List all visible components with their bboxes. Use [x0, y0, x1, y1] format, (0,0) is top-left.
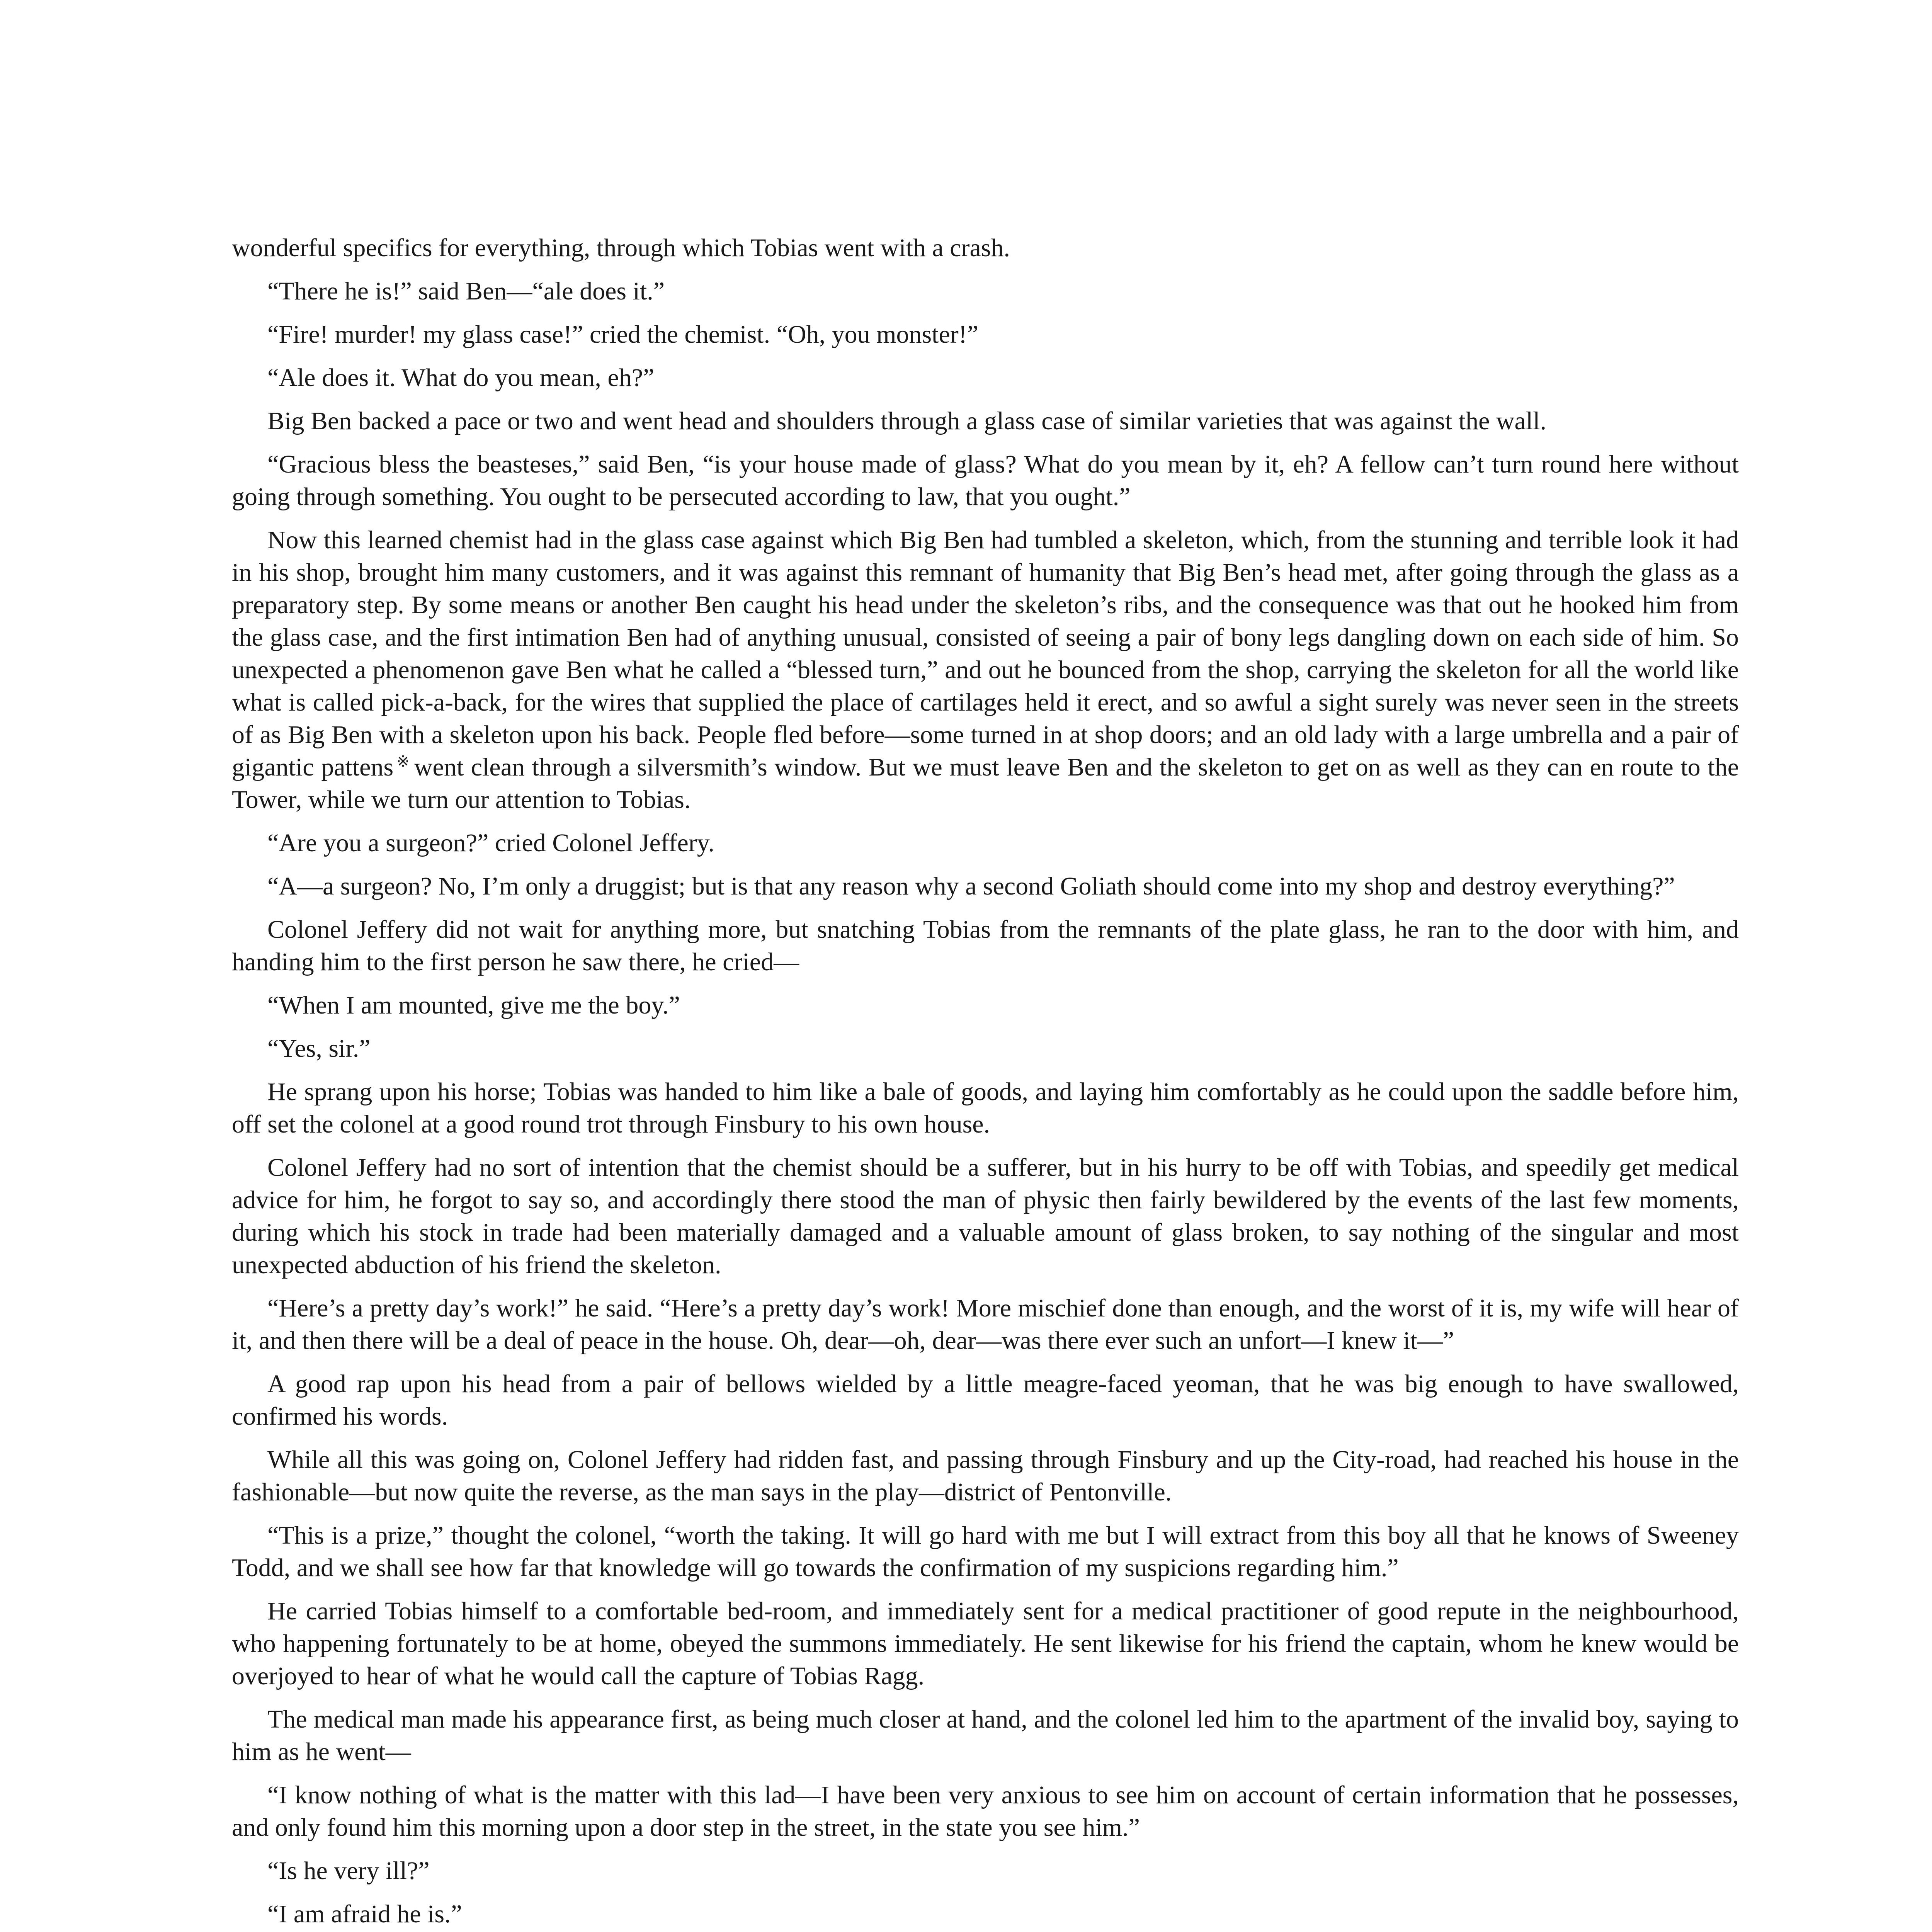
paragraph: “Here’s a pretty day’s work!” he said. “Here’s a pretty day’s work! More mischief done than enough, and the worst of it is, my wife will hear of it, and then there will be a deal of peace in the house. Oh, dear—oh, dear—was there ever such an unfort—I knew it—” — [232, 1294, 1739, 1355]
paragraph: A good rap upon his head from a pair of bellows wielded by a little meagre-faced yeoman, that he was big enough to have swallowed, confirmed his words. — [232, 1370, 1739, 1430]
paragraph: “Ale does it. What do you mean, eh?” — [267, 364, 655, 392]
paragraph: While all this was going on, Colonel Jeffery had ridden fast, and passing through Finsbury and up the City-road, had reached his house in the fashionable—but now quite the reverse, as the man says in the play—district of Pentonville. — [232, 1446, 1739, 1506]
paragraph: He carried Tobias himself to a comfortable bed-room, and immediately sent for a medical practitioner of good repute in the neighbourhood, who happening fortunately to be at home, obeyed the summons immediately. He sent likewise for his friend the captain, whom he knew would be overjoyed to hear of what he would call the capture of Tobias Ragg. — [232, 1597, 1739, 1690]
paragraph: Big Ben backed a pace or two and went head and shoulders through a glass case of similar varieties that was against the wall. — [267, 407, 1546, 435]
paragraph: “This is a prize,” thought the colonel, “worth the taking. It will go hard with me but I will extract from this boy all that he knows of Sweeney Todd, and we shall see how far that knowledge will go towards the confirmation of my suspicions regarding him.” — [232, 1521, 1739, 1582]
paragraph: “Are you a surgeon?” cried Colonel Jeffery. — [267, 829, 714, 857]
paragraph: “Fire! murder! my glass case!” cried the chemist. “Oh, you monster!” — [267, 320, 979, 349]
paragraph: The medical man made his appearance first, as being much closer at hand, and the colonel led him to the apartment of the invalid boy, saying to him as he went— — [232, 1705, 1739, 1766]
paragraph-continuation: wonderful specifics for everything, through which Tobias went with a crash. — [232, 234, 1010, 262]
paragraph: “When I am mounted, give me the boy.” — [267, 991, 680, 1019]
paragraph: “Yes, sir.” — [267, 1034, 371, 1063]
paragraph: He sprang upon his horse; Tobias was handed to him like a bale of goods, and laying him comfortably as he could upon the saddle before him, off set the colonel at a good round trot through Finsbury to his own house. — [232, 1078, 1739, 1138]
paragraph: “Gracious bless the beasteses,” said Ben, “is your house made of glass? What do you mean by it, eh? A fellow can’t turn round here without going through something. You ought to be persecuted according to law, that you ought.” — [232, 450, 1739, 511]
footnote-marker[interactable]: ※ — [396, 753, 410, 770]
paragraph: Colonel Jeffery had no sort of intention that the chemist should be a sufferer, but in his hurry to be off with Tobias, and speedily get medical advice for him, he forgot to say so, and accordingly there stood the man of physic then fairly bewildered by the events of the last few moments, during which his stock in trade had been materially damaged and a valuable amount of glass broken, to say nothing of the singular and most unexpected abduction of his friend the skeleton. — [232, 1153, 1739, 1279]
paragraph-text: went clean through a silversmith’s window. But we must leave Ben and the skeleton to get on as well as they can en route to the Tower, while we turn our attention to Tobias. — [232, 753, 1739, 814]
paragraph: “There he is!” said Ben—“ale does it.” — [267, 277, 665, 305]
paragraph-with-footnote — [232, 524, 1739, 816]
paragraph: Colonel Jeffery did not wait for anything more, but snatching Tobias from the remnants of the plate glass, he ran to the door with him, and handing him to the first person he saw there, he cried— — [232, 915, 1739, 976]
paragraph-text: Now this learned chemist had in the glass case against which Big Ben had tumbled a skeleton, which, from the stunning and terrible look it had in his shop, brought him many customers, and it was against this remnant of humanity that Big Ben’s head met, after going through the glass as a preparatory step. By some means or another Ben caught his head under the skeleton’s ribs, and the consequence was that out he hooked him from the glass case, and the first intimation Ben had of anything unusual, consisted of seeing a pair of bony legs dangling down on each side of him. So unexpected a phenomenon gave Ben what he called a “blessed turn,” and out he bounced from the shop, carrying the skeleton for all the world like what is called pick-a-back, for the wires that supplied the place of cartilages held it erect, and so awful a sight surely was never seen in the streets of as Big Ben with a skeleton upon his back. People fled before—some turned in at shop doors; and an old lady with a large umbrella and a pair of gigantic pattens — [232, 526, 1739, 781]
paragraph: “Is he very ill?” — [267, 1857, 430, 1885]
paragraph: “I know nothing of what is the matter with this lad—I have been very anxious to see him on account of certain information that he possesses, and only found him this morning upon a door step in the street, in the state you see him.” — [232, 1781, 1739, 1842]
paragraph: “A—a surgeon? No, I’m only a druggist; but is that any reason why a second Goliath should come into my shop and destroy everything?” — [267, 872, 1675, 900]
page-body — [232, 232, 1739, 1932]
paragraph: “I am afraid he is.” — [267, 1900, 462, 1928]
